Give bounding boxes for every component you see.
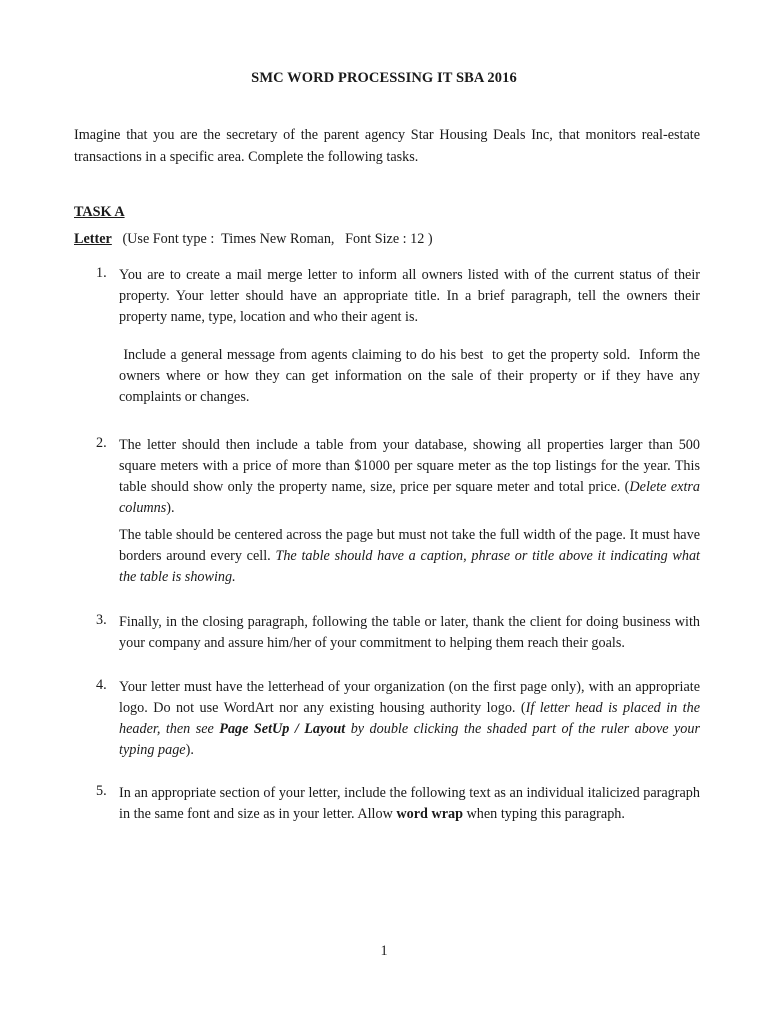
list-item-3	[96, 612, 700, 654]
italic-text: The table should have a caption, phrase or title above it indicating what the table is showing.	[119, 548, 700, 585]
letter-label: Letter	[74, 231, 112, 247]
list-item-number: 2.	[96, 435, 107, 451]
list-item-2	[96, 435, 700, 588]
list-item-paragraph: Finally, in the closing paragraph, following the table or later, thank the client for doing business with your company and assure him/her of your commitment to helping them reach their goals.	[119, 614, 700, 651]
list-item-5	[96, 783, 700, 825]
list-item-1	[96, 265, 704, 408]
task-a-heading: TASK A	[74, 204, 125, 220]
bold-italic-text: Page SetUp / Layout	[219, 721, 346, 737]
letter-font-instruction: (Use Font type : Times New Roman, Font Size : 12 )	[111, 231, 433, 247]
list-item-paragraph: The table should be centered across the page but must not take the full width of the page. It must have borders around every cell. The table should have a caption, phrase or title above it indicating what the table is showing.	[119, 527, 700, 585]
list-item-number: 1.	[96, 265, 107, 281]
page-number: 1	[380, 943, 388, 959]
document-title: SMC WORD PROCESSING IT SBA 2016	[251, 70, 517, 86]
intro-paragraph: Imagine that you are the secretary of the parent agency Star Housing Deals Inc, that monitors real-estate transactions in a specific area. Complete the following tasks.	[74, 127, 700, 165]
italic-text: Delete extra columns	[119, 479, 701, 516]
bold-text: word wrap	[396, 806, 463, 822]
list-item-paragraph: Your letter must have the letterhead of your organization (on the first page only), with an appropriate logo. Do not use WordArt nor any existing housing authority logo. (If letter head is placed in the header, then see Page SetUp / Layout by double clicking the shaded part of the ruler above your typing page).	[119, 679, 700, 758]
list-item-paragraph: You are to create a mail merge letter to inform all owners listed with of the current status of their property. Your letter should have an appropriate title. In a brief paragraph, tell the owners their property name, type, location and who their agent is.	[119, 267, 700, 325]
list-item-number: 3.	[96, 612, 107, 628]
list-item-number: 5.	[96, 783, 107, 799]
list-item-paragraph: The letter should then include a table from your database, showing all properties larger than 500 square meters with a price of more than $1000 per square meter as the top listings for the year. This table should show only the property name, size, price per square meter and total price. (Delete extra columns).	[119, 437, 701, 516]
italic-text: If letter head is placed in the header, then see	[119, 700, 700, 737]
list-item-4	[96, 677, 700, 761]
list-item-number: 4.	[96, 677, 107, 693]
list-item-paragraph: In an appropriate section of your letter, include the following text as an individual italicized paragraph in the same font and size as in your letter. Allow word wrap when typing this paragraph.	[119, 785, 700, 822]
list-item-paragraph: Include a general message from agents claiming to do his best to get the property sold. Inform the owners where or how they can get information on the sale of their property or if they have any complaints or changes.	[119, 347, 704, 405]
letter-instruction-line	[74, 231, 433, 248]
italic-text: by double clicking the shaded part of the ruler above your typing page	[119, 721, 700, 758]
